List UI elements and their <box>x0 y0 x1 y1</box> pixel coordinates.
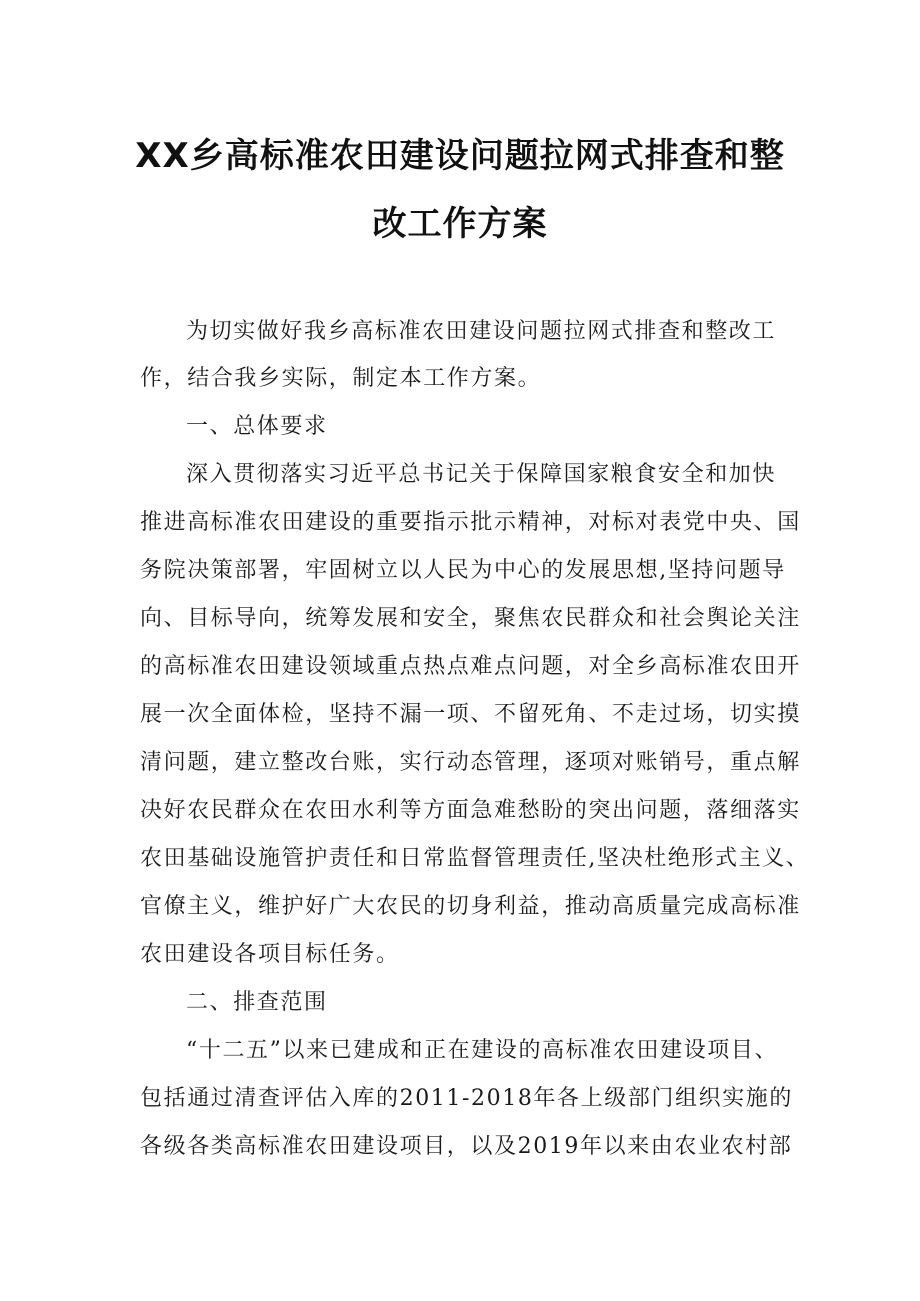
section-heading-general-requirements: 一、总体要求 <box>186 414 328 439</box>
section-1-paragraph-line: 官僚主义，维护好广大农民的切身利益，推动高质量完成高标准 <box>140 894 801 919</box>
section-2-paragraph-line: “十二五”以来已建成和正在建设的高标准农田建设项目、 <box>186 1038 779 1063</box>
section-1-paragraph-line: 推进高标准农田建设的重要指示批示精神，对标对表党中央、国 <box>140 510 801 535</box>
section-1-paragraph-line: 展一次全面体检，坚持不漏一项、不留死角、不走过场，切实摸 <box>140 702 801 727</box>
intro-paragraph-line: 作，结合我乡实际，制定本工作方案。 <box>140 366 542 391</box>
section-1-paragraph-line: 清问题，建立整改台账，实行动态管理，逐项对账销号，重点解 <box>140 750 801 775</box>
section-1-paragraph-line: 深入贯彻落实习近平总书记关于保障国家粮食安全和加快 <box>186 462 777 487</box>
document-title-line-2: 改工作方案 <box>372 204 548 244</box>
section-1-paragraph-line: 的高标准农田建设领域重点热点难点问题，对全乡高标准农田开 <box>140 654 801 679</box>
section-1-paragraph-line: 决好农民群众在农田水利等方面急难愁盼的突出问题，落细落实 <box>140 798 801 823</box>
document-title-line-1: XX乡高标准农田建设问题拉网式排查和整 <box>135 136 785 176</box>
section-2-paragraph-line: 包括通过清查评估入库的2011-2018年各上级部门组织实施的 <box>140 1086 794 1111</box>
section-2-paragraph-line: 各级各类高标准农田建设项目，以及2019年以来由农业农村部 <box>140 1134 793 1159</box>
section-1-paragraph-line: 向、目标导向，统筹发展和安全，聚焦农民群众和社会舆论关注 <box>140 606 801 631</box>
section-1-paragraph-line: 农田基础设施管护责任和日常监督管理责任,坚决杜绝形式主义、 <box>140 846 810 871</box>
section-1-paragraph-line: 农田建设各项目标任务。 <box>140 942 400 967</box>
intro-paragraph-line: 为切实做好我乡高标准农田建设问题拉网式排查和整改工 <box>186 319 777 344</box>
section-heading-inspection-scope: 二、排查范围 <box>186 990 328 1015</box>
section-1-paragraph-line: 务院决策部署，牢固树立以人民为中心的发展思想,坚持问题导 <box>140 558 786 583</box>
